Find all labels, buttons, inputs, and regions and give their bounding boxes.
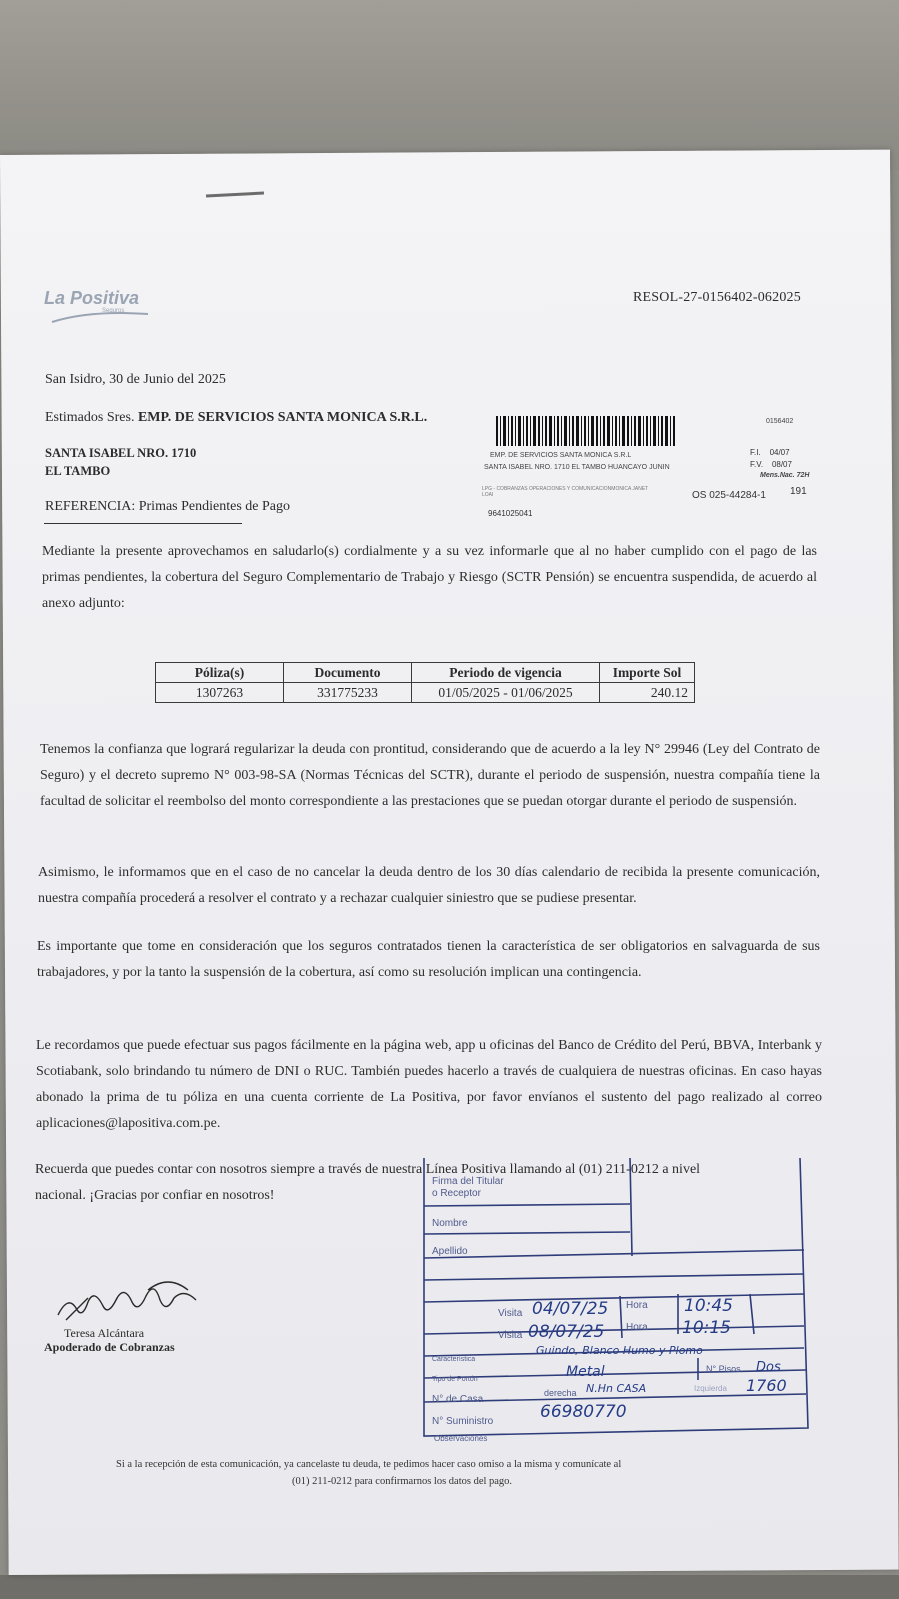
label-os-number: OS 025-44284-1 xyxy=(692,490,766,501)
paragraph-4: Es importante que tome en consideración que los seguros contratados tienen la característica de ser obligatorios en salvaguarda de sus trabajadores, y por la tanto la suspensión de la cobertura, así como su resolución implican una contingencia. xyxy=(37,939,820,980)
stamp-label-nombre: Nombre xyxy=(432,1218,468,1229)
recipient-company: EMP. DE SERVICIOS SANTA MONICA S.R.L. xyxy=(137,410,428,425)
column-header: Importe Sol xyxy=(600,663,695,683)
stamp-derecha: N.Hn CASA xyxy=(586,1382,647,1395)
reference-underline xyxy=(44,523,242,524)
paragraph-1: Mediante la presente aprovechamos en saludarlo(s) cordialmente y a su vez informarle que al no haber cumplido con el pago de las primas pendientes, la cobertura del Seguro Complementario de Trabajo y Riesgo (SCTR Pensión) se encuentra suspendida, de acuerdo al anexo adjunto: xyxy=(42,544,817,611)
stamp-hora-1: 10:45 xyxy=(684,1296,733,1316)
stamp-label-receptor: o Receptor xyxy=(432,1188,481,1199)
background-surface-bottom xyxy=(0,1575,899,1599)
address-line-1: SANTA ISABEL NRO. 1710 xyxy=(45,446,197,460)
delivery-stamp xyxy=(420,1158,810,1443)
logo-swoosh-icon xyxy=(50,308,150,324)
greeting xyxy=(45,410,427,426)
label-fv-key: F.V. xyxy=(750,460,764,469)
table-cell-document: 331775233 xyxy=(284,683,412,703)
stamp-visita-2-date: 08/07/25 xyxy=(528,1322,605,1342)
stamp-label-hora-2: Hora xyxy=(626,1322,648,1333)
label-recipient: EMP. DE SERVICIOS SANTA MONICA S.R.L xyxy=(490,452,632,459)
signer-title: Apoderado de Cobranzas xyxy=(44,1340,175,1354)
label-fi xyxy=(750,448,790,457)
paragraph-2: Tenemos la confianza que logrará regularizar la deuda con prontitud, considerando que de acuerdo a la ley N° 29946 (Ley del Contrato de Seguro) y el decreto supremo N° 003-98-SA (Normas Técnicas del SCTR), durante el periodo de suspensión, nuestra compañía tiene la facultad de solicitar el reembolso del monto correspondiente a las prestaciones que se puedan otorgar durante el periodo de suspensión. xyxy=(40,742,820,809)
stamp-hora-2: 10:15 xyxy=(682,1318,731,1338)
table-header-row xyxy=(156,663,695,683)
table-cell-amount: 240.12 xyxy=(600,683,695,703)
stamp-label-visita-1: Visita xyxy=(498,1308,523,1319)
stamp-label-suministro: N° Suministro xyxy=(432,1416,494,1427)
mailing-label xyxy=(480,410,825,522)
column-header: Póliza(s) xyxy=(156,663,284,683)
table-row xyxy=(156,683,695,703)
stamp-tipo: Metal xyxy=(566,1364,605,1380)
label-fv xyxy=(750,460,792,469)
logo-subtext: Seguros xyxy=(102,308,125,314)
stamp-caracteristica: Guindo, Blanco Humo y Plomo xyxy=(536,1344,703,1357)
stamp-label-casa: N° de Casa xyxy=(432,1394,484,1405)
stamp-label-pisos: N° Pisos xyxy=(706,1364,741,1374)
barcode-icon xyxy=(496,416,676,446)
label-tracking: 9641025041 xyxy=(488,509,533,518)
stamp-label-apellido: Apellido xyxy=(432,1246,468,1257)
policy-table xyxy=(155,662,695,703)
stamp-label-caracteristica: Característica xyxy=(432,1356,476,1363)
stamp-pisos: Dos xyxy=(756,1360,781,1375)
signature-icon xyxy=(48,1270,208,1330)
label-code-top: 0156402 xyxy=(766,418,794,425)
stamp-label-izquierda: Izquierda xyxy=(694,1384,727,1393)
label-mens: Mens.Nac. 72H xyxy=(760,472,810,479)
footer-line-2: (01) 211-0212 para confirmarnos los datos del pago. xyxy=(292,1476,513,1487)
stamp-label-hora-1: Hora xyxy=(626,1300,648,1311)
stamp-label-derecha: derecha xyxy=(544,1388,577,1398)
greeting-prefix: Estimados Sres. xyxy=(45,410,135,425)
la-positiva-logo xyxy=(44,288,164,333)
stamp-label-firma: Firma del Titular xyxy=(432,1176,504,1187)
date-line: San Isidro, 30 de Junio del 2025 xyxy=(45,372,226,387)
label-address: SANTA ISABEL NRO. 1710 EL TAMBO HUANCAYO JUNIN xyxy=(484,464,670,471)
column-header: Periodo de vigencia xyxy=(412,663,600,683)
stamp-visita-1-date: 04/07/25 xyxy=(532,1299,609,1319)
paragraph-6-line-2: nacional. ¡Gracias por confiar en nosotros! xyxy=(35,1188,275,1203)
logo-text: La Positiva xyxy=(44,288,140,308)
stamp-label-visita-2: Visita xyxy=(498,1330,523,1341)
label-dept: LPG - COBRANZAS OPERACIONES Y COMUNICACIONMONICA JANET xyxy=(482,486,649,492)
footer-line-1: Si a la recepción de esta comunicación, ya cancelaste tu deuda, te pedimos hacer caso omiso a la misma y comunícate al xyxy=(116,1459,622,1470)
signer-name: Teresa Alcántara xyxy=(64,1326,145,1340)
paragraph-6-line-1: Recuerda que puedes contar con nosotros siempre a través de nuestra Línea Positiva llamando al (01) 211-0212 a nivel xyxy=(35,1162,701,1177)
background-surface xyxy=(0,0,899,170)
label-fi-value: 04/07 xyxy=(769,448,790,457)
table-cell-policy: 1307263 xyxy=(156,683,284,703)
paragraph-5: Le recordamos que puede efectuar sus pagos fácilmente en la página web, app u oficinas del Banco de Crédito del Perú, BBVA, Interbank y Scotiabank, solo brindando tu número de DNI o RUC. También puedes hacerlo a través de cualquiera de nuestras oficinas. En caso hayas abonado la prima de tu póliza en una cuenta corriente de La Positiva, por favor envíanos el sustento del pago realizado al correo aplicaciones@lapositiva.com.pe. xyxy=(36,1038,822,1131)
stamp-label-observaciones: Observaciones xyxy=(434,1434,488,1443)
column-header: Documento xyxy=(284,663,412,683)
paragraph-3: Asimismo, le informamos que en el caso de no cancelar la deuda dentro de los 30 días calendario de recibida la presente comunicación, nuestra compañía procederá a resolver el contrato y a rechazar cualquier siniestro que se pudiese presentar. xyxy=(38,865,820,906)
stamp-izquierda: 1760 xyxy=(746,1376,787,1395)
reference-line: REFERENCIA: Primas Pendientes de Pago xyxy=(45,499,290,514)
label-fi-key: F.I. xyxy=(750,448,761,457)
label-dept-2: LOAI xyxy=(482,492,494,498)
address-line-2: EL TAMBO xyxy=(45,464,111,478)
stamp-suministro: 66980770 xyxy=(540,1402,627,1422)
table-cell-period: 01/05/2025 - 01/06/2025 xyxy=(412,683,600,703)
stamp-label-tipo: Tipo de Portón xyxy=(432,1376,478,1383)
label-fv-value: 08/07 xyxy=(771,460,792,469)
reference-code: RESOL-27-0156402-062025 xyxy=(633,290,801,305)
label-191: 191 xyxy=(790,486,807,497)
